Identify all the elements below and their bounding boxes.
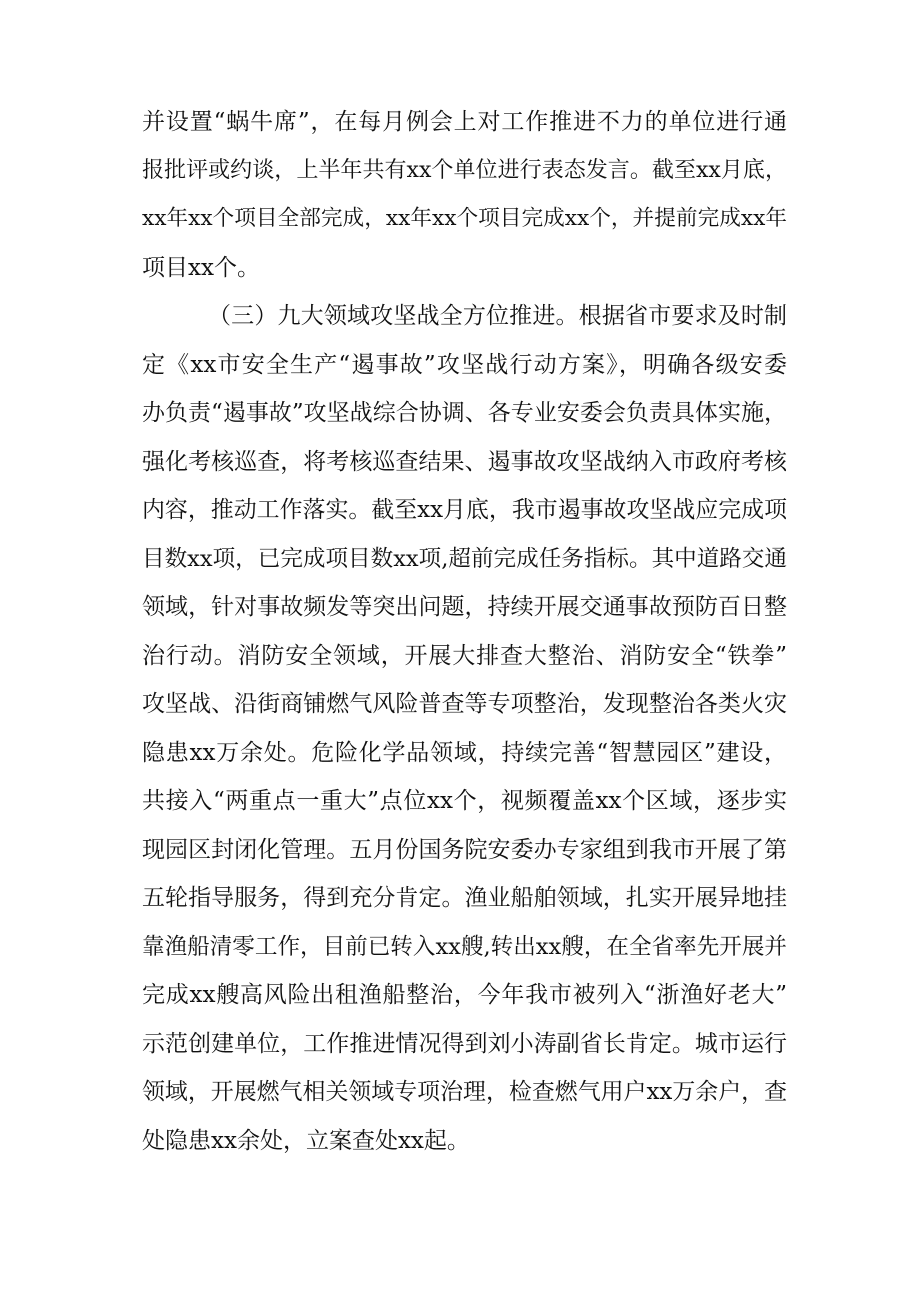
text-line: 靠渔船清零工作，目前已转入xx艘,转出xx艘，在全省率先开展并: [142, 933, 787, 960]
text-line: 强化考核巡查，将考核巡查结果、遏事故攻坚战纳入市政府考核: [142, 448, 787, 475]
text-line: 目数xx项，已完成项目数xx项,超前完成任务指标。其中道路交通: [142, 545, 787, 572]
text-line: 治行动。消防安全领域，开展大排查大整治、消防安全“铁拳”: [142, 642, 787, 669]
text-line: 隐患xx万余处。危险化学品领域，持续完善“智慧园区”建设，: [142, 739, 787, 766]
text-line: 办负责“遏事故”攻坚战综合协调、各专业安委会负责具体实施，: [142, 400, 787, 426]
text-line: 示范创建单位，工作推进情况得到刘小涛副省长肯定。城市运行: [142, 1030, 787, 1057]
text-line: 报批评或约谈，上半年共有xx个单位进行表态发言。截至xx月底，: [142, 157, 787, 183]
text-line: xx年xx个项目全部完成，xx年xx个项目完成xx个，并提前完成xx年: [142, 206, 787, 231]
document-body: [142, 98, 787, 1165]
text-line: 内容，推动工作落实。截至xx月底，我市遏事故攻坚战应完成项: [142, 497, 787, 523]
text-line: 现园区封闭化管理。五月份国务院安委办专家组到我市开展了第: [142, 836, 787, 863]
text-line: 攻坚战、沿街商铺燃气风险普查等专项整治，发现整治各类火灾: [142, 691, 787, 717]
text-line: 项目xx个。: [142, 254, 260, 281]
section-heading-line: （三）九大领域攻坚战全方位推进。根据省市要求及时制: [208, 303, 787, 329]
text-line: 领域，针对事故频发等突出问题，持续开展交通事故预防百日整: [142, 594, 787, 620]
text-line: 定《xx市安全生产“遏事故”攻坚战行动方案》，明确各级安委: [142, 351, 787, 378]
text-line: 完成xx艘高风险出租渔船整治，今年我市被列入“浙渔好老大”: [142, 982, 787, 1008]
text-line: 处隐患xx余处，立案查处xx起。: [142, 1127, 470, 1154]
text-line: 共接入“两重点一重大”点位xx个，视频覆盖xx个区域，逐步实: [142, 788, 787, 814]
text-line: 并设置“蜗牛席”，在每月例会上对工作推进不力的单位进行通: [142, 109, 787, 135]
text-line: 领域，开展燃气相关领域专项治理，检查燃气用户xx万余户，查: [142, 1079, 787, 1105]
text-line: 五轮指导服务，得到充分肯定。渔业船舶领域，扎实开展异地挂: [142, 885, 787, 911]
